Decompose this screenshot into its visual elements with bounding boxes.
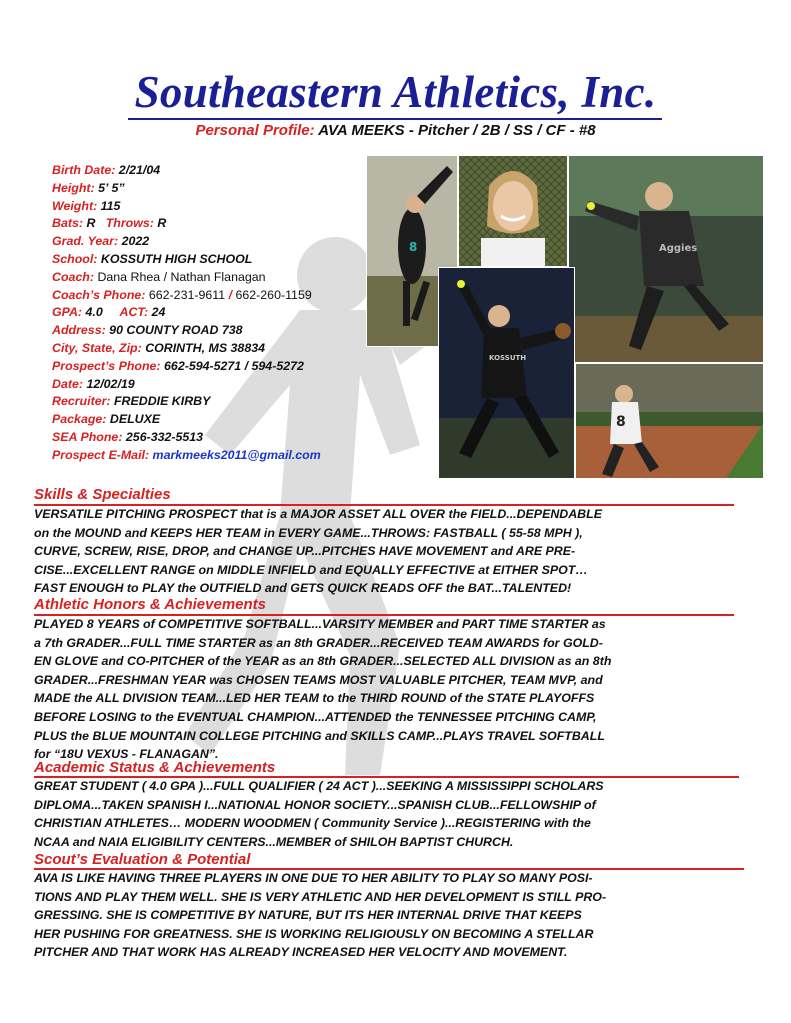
academic-status-heading: Academic Status & Achievements (34, 759, 276, 776)
athletic-honors-heading: Athletic Honors & Achievements (34, 596, 266, 613)
coach-phone-fact: Coach’s Phone: 662-231-9611 / 662-260-1159 (52, 287, 312, 302)
title-underline (128, 118, 662, 120)
profile-label: Personal Profile: (195, 122, 315, 139)
birth-date-fact: Birth Date: 2/21/04 (52, 163, 161, 177)
email-link[interactable]: markmeeks2011@gmail.com (152, 447, 321, 462)
recruiter-fact: Recruiter: FREDDIE KIRBY (52, 394, 211, 409)
jersey-school-name: KOSSUTH (489, 354, 527, 362)
school-fact: School: KOSSUTH HIGH SCHOOL (52, 251, 253, 266)
jersey-number-back: 8 (616, 414, 626, 430)
photo-batter (575, 363, 764, 479)
fact-list (52, 162, 321, 465)
sea-phone-fact: SEA Phone: 256-332-5513 (52, 429, 204, 444)
photo-fielder (568, 155, 764, 363)
scout-evaluation-heading: Scout’s Evaluation & Potential (34, 851, 251, 868)
gpa-act-fact: GPA: 4.0 ACT: 24 (52, 305, 166, 320)
photo-portrait (458, 155, 568, 267)
jersey-number: 8 (409, 240, 418, 254)
skills-section-text: VERSATILE PITCHING PROSPECT that is a MAJOR ASSET ALL OVER the FIELD...DEPENDABLE on the MOUND and KEEPS HER TEAM in EVERY GAME...THROWS: FASTBALL ( 55-58 MPH ), CURVE, SCREW, RISE, DROP, and CHANGE UP...PITCHES HAVE MOVEMENT and ARE PRE- CISE...EXCELLENT RANGE on MIDDLE INFIELD and EQUALLY EFFECTIVE at EITHER SPOT… FAST ENOUGH to PLAY the OUTFIELD and GETS QUICK READS OFF the BAT...TALENTED! (34, 507, 602, 596)
grad-year-fact: Grad. Year: 2022 (52, 234, 150, 249)
prospect-phone-fact: Prospect’s Phone: 662-594-5271 / 594-5272 (52, 358, 304, 373)
coach-fact: Coach: Dana Rhea / Nathan Flanagan (52, 269, 266, 284)
athletic-honors-text: PLAYED 8 YEARS of COMPETITIVE SOFTBALL...VARSITY MEMBER and PART TIME STARTER as a 7th GRADER...FULL TIME STARTER as an 8th GRADER...RECEIVED TEAM AWARDS for GOLD- EN GLOVE and CO-PITCHER of the YEAR as an 8th GRADER...SELECTED ALL DIVISION as an 8th GRADER...FRESHMAN YEAR was CHOSEN TEAMS MOST VALUABLE PITCHER, TEAM MVP, and MADE the ALL DIVISION TEAM...LED HER TEAM to the THIRD ROUND of the STATE PLAYOFFS BEFORE LOSING to the EVENTUAL CHAMPION...ATTENDED the TENNESSEE PITCHING CAMP, PLUS the BLUE MOUNTAIN COLLEGE PITCHING and SKILLS CAMP...PLAYS TRAVEL SOFTBALL for “18U VEXUS - FLANAGAN”. (34, 617, 612, 762)
scout-evaluation-text: AVA IS LIKE HAVING THREE PLAYERS IN ONE DUE TO HER ABILITY TO PLAY SO MANY POSI- TIONS AND PLAY THEM WELL. SHE IS VERY ATHLETIC AND HER DEVELOPMENT IS STILL PRO- GRESSING. SHE IS COMPETITIVE BY NATURE, BUT ITS HER INTERNAL DRIVE THAT KEEPS HER PUSHING FOR GREATNESS. SHE IS WORKING RELIGIOUSLY ON BECOMING A STELLAR PITCHER AND THAT WORK HAS ALREADY INCREASED HER VELOCITY AND MOVEMENT. (34, 871, 607, 960)
date-fact: Date: 12/02/19 (52, 376, 135, 391)
height-fact: Height: 5’ 5” (52, 180, 125, 195)
organization-title: Southeastern Athletics, Inc. (134, 67, 657, 117)
weight-fact: Weight: 115 (52, 198, 121, 213)
academic-status-text: GREAT STUDENT ( 4.0 GPA )...FULL QUALIFIER ( 24 ACT )...SEEKING A MISSISSIPPI SCHOLARS DIPLOMA...TAKEN SPANISH I...NATIONAL HONOR SOCIETY...SPANISH CLUB...FELLOWSHIP of CHRISTIAN ATHLETES… MODERN WOODMEN ( Community Service )...REGISTERING with the NCAA and NAIA ELIGIBILITY CENTERS...MEMBER of SHILOH BAPTIST CHURCH. (34, 779, 604, 849)
personal-profile-line (0, 122, 791, 139)
package-fact: Package: DELUXE (52, 412, 161, 427)
photo-collage (366, 155, 762, 477)
city-state-zip-fact: City, State, Zip: CORINTH, MS 38834 (52, 340, 265, 355)
jersey-team-name: Aggies (659, 243, 698, 254)
email-fact: Prospect E-Mail: markmeeks2011@gmail.com (52, 447, 321, 462)
photo-pitcher (438, 267, 575, 479)
profile-text: AVA MEEKS - Pitcher / 2B / SS / CF - #8 (318, 122, 596, 139)
address-fact: Address: 90 COUNTY ROAD 738 (52, 323, 243, 338)
skills-section-heading: Skills & Specialties (34, 486, 171, 503)
bats-throws-fact: Bats: R Throws: R (52, 216, 167, 231)
